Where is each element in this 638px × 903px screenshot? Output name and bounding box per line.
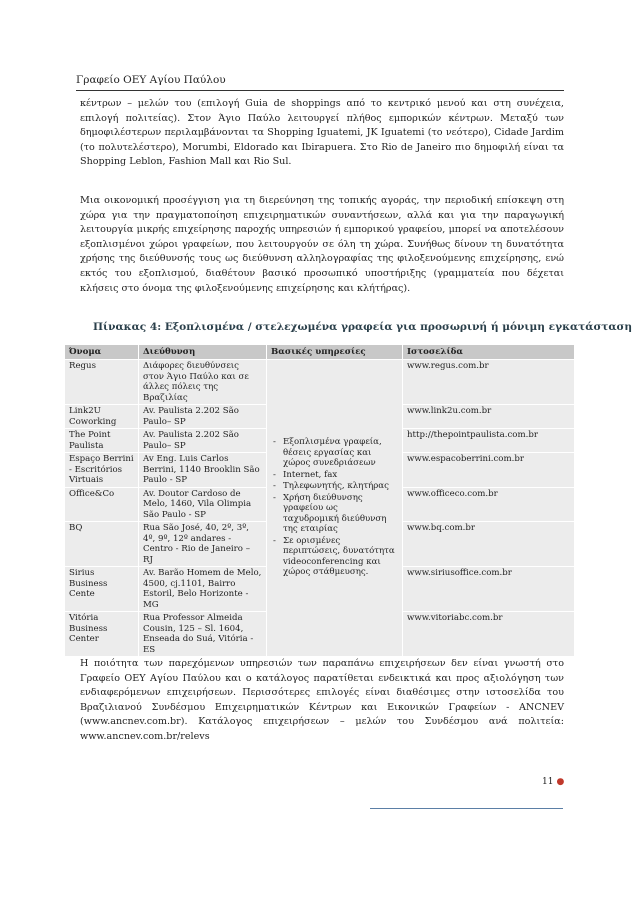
- table-caption: Πίνακας 4: Εξοπλισμένα / στελεχωμένα γραφεία για προσωρινή ή μόνιμη εγκατάσταση: [93, 321, 633, 333]
- bullet-dot-icon: ●: [556, 777, 565, 787]
- service-item: - Internet, fax: [273, 470, 396, 481]
- services-list: [273, 437, 396, 578]
- table-row: [65, 360, 575, 405]
- cell-website[interactable]: www.officeco.com.br: [403, 487, 575, 522]
- offices-table: [64, 344, 575, 657]
- cell-website[interactable]: www.bq.com.br: [403, 522, 575, 567]
- page-number-text: 11: [542, 777, 554, 787]
- cell-services: [267, 360, 403, 657]
- col-header-name: Όνομα: [65, 345, 139, 360]
- cell-website[interactable]: www.regus.com.br: [403, 360, 575, 405]
- service-item: - Τηλεφωνητής, κλητήρας: [273, 481, 396, 492]
- cell-address: Av Eng. Luis Carlos Berrini, 1140 Brooklin São Paulo - SP: [139, 453, 267, 488]
- col-header-website: Ιστοσελίδα: [403, 345, 575, 360]
- service-item: - Σε ορισμένες περιπτώσεις, δυνατότητα videoconferencing και χώρος στάθμευσης.: [273, 536, 396, 578]
- service-item: - Εξοπλισμένα γραφεία, θέσεις εργασίας και χώρος συνεδριάσεων: [273, 437, 396, 469]
- cell-address: Rua São José, 40, 2º, 3º, 4º, 9º, 12º andares - Centro - Rio de Janeiro – RJ: [139, 522, 267, 567]
- cell-name: BQ: [65, 522, 139, 567]
- table-header-row: [65, 345, 575, 360]
- cell-address: Rua Professor Almeida Cousin, 125 – Sl. 1604, Enseada do Suá, Vitória - ES: [139, 612, 267, 657]
- cell-address: Av. Doutor Cardoso de Melo, 1460, Vila Olimpia São Paulo - SP: [139, 487, 267, 522]
- service-item: - Χρήση διεύθυνσης γραφείου ως ταχυδρομική διεύθυνση της εταιρίας: [273, 493, 396, 535]
- cell-website[interactable]: http://thepointpaulista.com.br: [403, 429, 575, 453]
- cell-name: Regus: [65, 360, 139, 405]
- cell-address: Av. Paulista 2.202 São Paulo– SP: [139, 429, 267, 453]
- cell-name: The Point Paulista: [65, 429, 139, 453]
- page-number: [542, 777, 564, 787]
- cell-name: Vitória Business Center: [65, 612, 139, 657]
- cell-name: Sirius Business Cente: [65, 567, 139, 612]
- cell-name: Link2U Coworking: [65, 405, 139, 429]
- cell-website[interactable]: www.siriusoffice.com.br: [403, 567, 575, 612]
- cell-website[interactable]: www.link2u.com.br: [403, 405, 575, 429]
- cell-name: Espaço Berrini - Escritórios Virtuais: [65, 453, 139, 488]
- paragraph-1: κέντρων – μελών του (επιλογή Guia de shoppings από το κεντρικό μενού και στη συνέχεια, επιλογή πολιτείας). Στον Άγιο Παύλο λειτουργεί πλήθος εμπορικών κέντρων. Μεταξύ των δημοφιλέστερων περιλαμβάνονται τα Shopping Iguatemi, JK Iguatemi (το νεότερο), Cidade Jardim (το πολυτελέστερο), Morumbi, Eldorado και Ibirapuera. Στο Rio de Janeiro πιο δημοφιλή είναι τα Shopping Leblon, Fashion Mall και Rio Sul.: [80, 98, 564, 168]
- cell-name: Office&Co: [65, 487, 139, 522]
- cell-address: Av. Paulista 2.202 São Paulo– SP: [139, 405, 267, 429]
- footer-divider: [370, 808, 563, 809]
- cell-website[interactable]: www.vitoriabc.com.br: [403, 612, 575, 657]
- col-header-address: Διεύθυνση: [139, 345, 267, 360]
- cell-website[interactable]: www.espacoberrini.com.br: [403, 453, 575, 488]
- cell-address: Av. Barão Homem de Melo, 4500, cj.1101, Bairro Estoril, Belo Horizonte - MG: [139, 567, 267, 612]
- paragraph-2: Μια οικονομική προσέγγιση για τη διερεύνηση της τοπικής αγοράς, την περιοδική επίσκεψη στη χώρα για την πραγματοποίηση επιχειρηματικών συναντήσεων, αλλά και για την παραγωγική λειτουργία μικρής επιχείρησης παροχής υπηρεσιών ή εμπορικού γραφείου, μπορεί να αποτελέσουν εξοπλισμένοι χώροι γραφείων, που λειτουργούν σε όλη τη χώρα. Συνήθως δίνουν τη δυνατότητα χρήσης της διεύθυνσής τους ως διεύθυνση αλληλογραφίας της φιλοξενούμενης επιχείρησης, ενώ εκτός του εξοπλισμού, διαθέτουν βασικό προσωπικό υποστήριξης (γραμματεία που δέχεται κλήσεις στο όνομα της φιλοξενούμενης επιχείρησης και κλήτήρας).: [80, 195, 564, 294]
- cell-address: Διάφορες διευθύνσεις στον Άγιο Παύλο και σε άλλες πόλεις της Βραζιλίας: [139, 360, 267, 405]
- page-header: [76, 74, 564, 91]
- header-title: Γραφείο ΟΕΥ Αγίου Παύλου: [76, 74, 226, 86]
- col-header-services: Βασικές υπηρεσίες: [267, 345, 403, 360]
- paragraph-3: Η ποιότητα των παρεχόμενων υπηρεσιών των παραπάνω επιχειρήσεων δεν είναι γνωστή στο Γραφείο ΟΕΥ Αγίου Παύλου και ο κατάλογος παρατίθεται ενδεικτικά και προς αξιολόγηση των ενδιαφερόμενων επιχειρήσεων. Περισσότερες επιλογές είναι διαθέσιμες στην ιστοσελίδα του Βραζιλιανού Συνδέσμου Επιχειρηματικών Κέντρων και Εικονικών Γραφείων - ANCNEV (www.ancnev.com.br). Κατάλογος επιχειρήσεων – μελών του Συνδέσμου ανά πολιτεία: www.ancnev.com.br/relevs: [80, 658, 564, 742]
